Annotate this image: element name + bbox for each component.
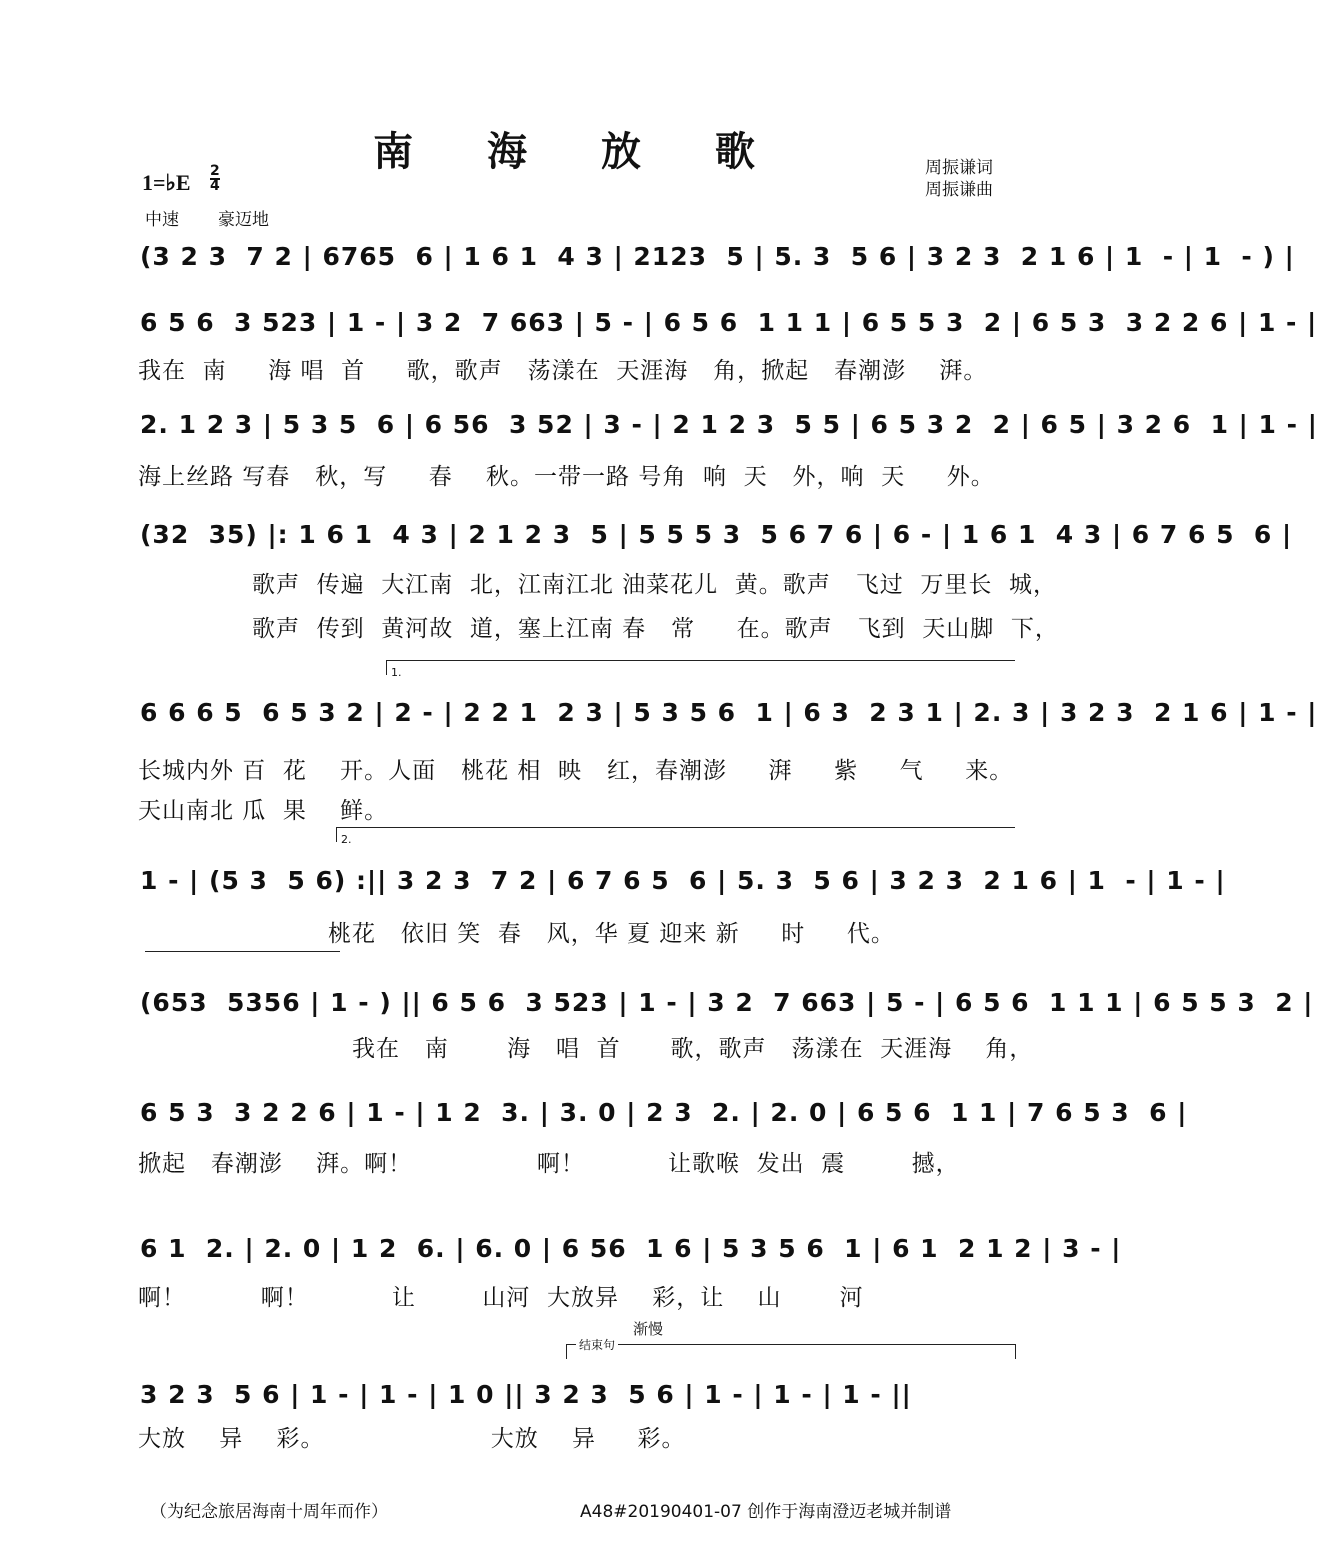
lyric-line-3: 海上丝路 写春 秋，写 春 秋。一带一路 号角 响 天 外，响 天 外。: [138, 464, 995, 490]
lyric-line-8: 掀起 春潮澎 湃。啊！ 啊！ 让歌喉 发出 震 撼，: [138, 1151, 960, 1177]
ending-label: 结束句: [576, 1336, 618, 1353]
slowing-marking: 渐慢: [633, 1320, 664, 1338]
time-signature-bottom: 4: [210, 178, 220, 194]
lyric-line-2: 我在 南 海 唱 首 歌，歌声 荡漾在 天涯海 角，掀起 春潮澎 湃。: [138, 358, 988, 384]
lyricist-credit: 周振谦词: [925, 158, 993, 178]
lyric-line-5-verse-1: 长城内外 百 花 开。人面 桃花 相 映 红，春潮澎 湃 紫 气 来。: [138, 758, 1014, 784]
ending-bracket: [566, 1344, 1016, 1359]
composer-credit: 周振谦曲: [925, 180, 993, 200]
lyric-line-5-verse-2: 天山南北 瓜 果 鲜。: [138, 798, 389, 824]
tempo-speed: 中速: [145, 210, 179, 230]
lyric-line-6: 桃花 依旧 笑 春 风，华 夏 迎来 新 时 代。: [328, 921, 895, 947]
footer-code: A48#20190401-07 创作于海南澄迈老城并制谱: [580, 1502, 952, 1522]
footer-note: （为纪念旅居海南十周年而作）: [150, 1502, 388, 1522]
song-title: 南 海 放 歌: [373, 129, 785, 175]
volta-2-number: 2.: [341, 833, 352, 846]
lyric-line-9: 啊！ 啊！ 让 山河 大放异 彩，让 山 河: [138, 1285, 864, 1311]
score-line-2: 6 5 6 3 523 | 1 - | 3 2 7 663 | 5 - | 6 5 6 1 1 1 | 6 5 5 3 2 | 6 5 3 3 2 2 6 | 1 - |: [140, 308, 1318, 337]
score-line-9: 6 1 2. | 2. 0 | 1 2 6. | 6. 0 | 6 56 1 6 | 5 3 5 6 1 | 6 1 2 1 2 | 3 - |: [140, 1234, 1122, 1263]
key-signature: 1=♭E: [142, 170, 191, 195]
divider-line: [145, 951, 340, 952]
lyric-line-4-verse-1: 歌声 传遍 大江南 北，江南江北 油菜花儿 黄。歌声 飞过 万里长 城，: [252, 572, 1057, 598]
score-line-6: 1 - | (5 3 5 6) :|| 3 2 3 7 2 | 6 7 6 5 6 | 5. 3 5 6 | 3 2 3 2 1 6 | 1 - | 1 - |: [140, 866, 1226, 895]
lyric-line-10: 大放 异 彩。 大放 异 彩。: [138, 1426, 686, 1452]
time-signature-top: 2: [210, 163, 220, 179]
score-line-4: (32 35) |: 1 6 1 4 3 | 2 1 2 3 5 | 5 5 5 3 5 6 7 6 | 6 - | 1 6 1 4 3 | 6 7 6 5 6 |: [140, 520, 1293, 549]
score-line-10: 3 2 3 5 6 | 1 - | 1 - | 1 0 || 3 2 3 5 6 | 1 - | 1 - | 1 - ||: [140, 1380, 912, 1409]
score-line-5: 6 6 6 5 6 5 3 2 | 2 - | 2 2 1 2 3 | 5 3 5 6 1 | 6 3 2 3 1 | 2. 3 | 3 2 3 2 1 6 | 1 - |: [140, 698, 1318, 727]
volta-1-bracket: [386, 660, 1015, 675]
score-line-1: (3 2 3 7 2 | 6765 6 | 1 6 1 4 3 | 2123 5 | 5. 3 5 6 | 3 2 3 2 1 6 | 1 - | 1 - ) |: [140, 242, 1295, 271]
score-line-8: 6 5 3 3 2 2 6 | 1 - | 1 2 3. | 3. 0 | 2 3 2. | 2. 0 | 6 5 6 1 1 | 7 6 5 3 6 |: [140, 1098, 1188, 1127]
score-line-7: (653 5356 | 1 - ) || 6 5 6 3 523 | 1 - | 3 2 7 663 | 5 - | 6 5 6 1 1 1 | 6 5 5 3 2 |: [140, 988, 1314, 1017]
volta-2-bracket: [336, 827, 1015, 842]
time-signature: [210, 165, 220, 193]
lyric-line-7: 我在 南 海 唱 首 歌，歌声 荡漾在 天涯海 角，: [352, 1036, 1034, 1062]
tempo-mood: 豪迈地: [218, 210, 269, 230]
score-line-3: 2. 1 2 3 | 5 3 5 6 | 6 56 3 52 | 3 - | 2 1 2 3 5 5 | 6 5 3 2 2 | 6 5 | 3 2 6 1 | 1 - |: [140, 410, 1318, 439]
volta-1-number: 1.: [391, 666, 402, 679]
lyric-line-4-verse-2: 歌声 传到 黄河故 道，塞上江南 春 常 在。歌声 飞到 天山脚 下，: [252, 616, 1059, 642]
